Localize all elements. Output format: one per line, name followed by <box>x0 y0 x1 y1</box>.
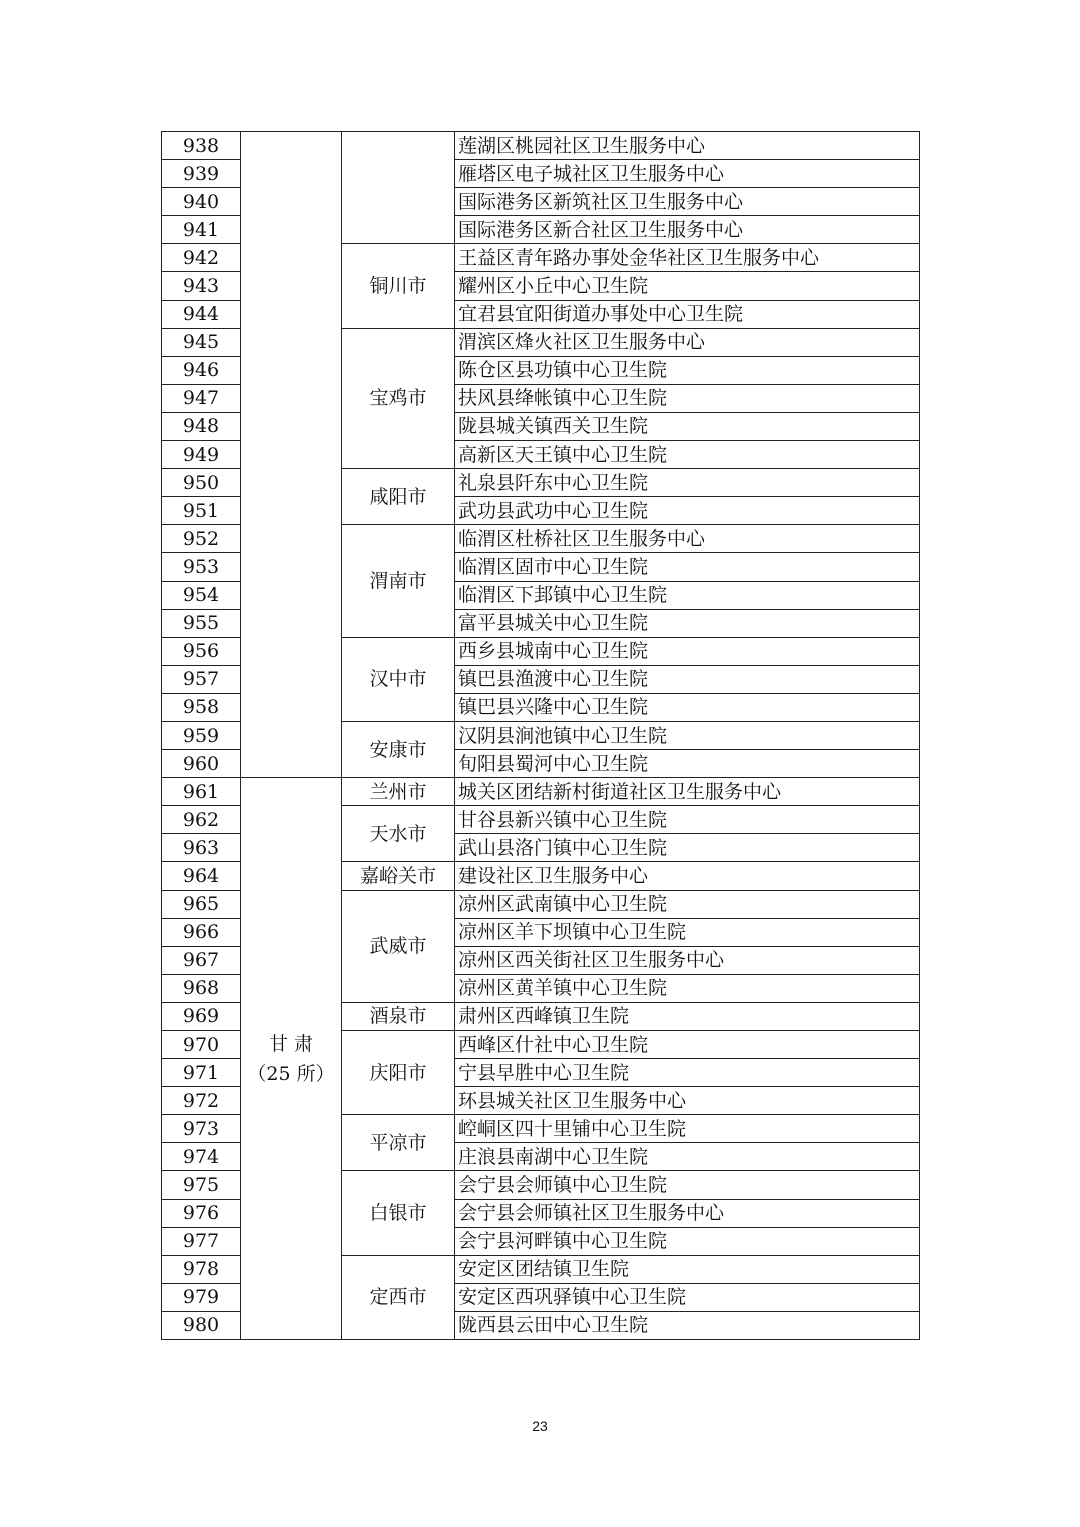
institution-name: 镇巴县兴隆中心卫生院 <box>455 693 920 721</box>
row-number: 960 <box>162 750 241 778</box>
row-number: 939 <box>162 160 241 188</box>
institution-name: 临渭区杜桥社区卫生服务中心 <box>455 525 920 553</box>
row-number: 942 <box>162 244 241 272</box>
row-number: 977 <box>162 1227 241 1255</box>
city-cell: 咸阳市 <box>342 469 455 525</box>
row-number: 972 <box>162 1087 241 1115</box>
row-number: 959 <box>162 721 241 749</box>
row-number: 967 <box>162 946 241 974</box>
institution-name: 庄浪县南湖中心卫生院 <box>455 1143 920 1171</box>
row-number: 954 <box>162 581 241 609</box>
row-number: 950 <box>162 469 241 497</box>
institution-name: 会宁县会师镇中心卫生院 <box>455 1171 920 1199</box>
institution-name: 莲湖区桃园社区卫生服务中心 <box>455 132 920 160</box>
row-number: 970 <box>162 1031 241 1059</box>
row-number: 963 <box>162 834 241 862</box>
province-name: 甘 肃 <box>268 1032 314 1055</box>
city-cell: 兰州市 <box>342 778 455 806</box>
row-number: 965 <box>162 890 241 918</box>
institution-name: 武山县洛门镇中心卫生院 <box>455 834 920 862</box>
institution-table <box>161 131 920 1340</box>
institution-name: 西乡县城南中心卫生院 <box>455 637 920 665</box>
institution-name: 国际港务区新筑社区卫生服务中心 <box>455 188 920 216</box>
institution-name: 渭滨区烽火社区卫生服务中心 <box>455 328 920 356</box>
table-body <box>162 132 920 1340</box>
row-number: 962 <box>162 806 241 834</box>
institution-name: 武功县武功中心卫生院 <box>455 497 920 525</box>
row-number: 976 <box>162 1199 241 1227</box>
institution-name: 安定区西巩驿镇中心卫生院 <box>455 1283 920 1311</box>
institution-name: 环县城关社区卫生服务中心 <box>455 1087 920 1115</box>
row-number: 955 <box>162 609 241 637</box>
page-number: 23 <box>532 1418 548 1434</box>
city-cell: 武威市 <box>342 890 455 1002</box>
table-row <box>162 778 920 806</box>
institution-name: 高新区天王镇中心卫生院 <box>455 441 920 469</box>
row-number: 948 <box>162 412 241 440</box>
institution-name: 甘谷县新兴镇中心卫生院 <box>455 806 920 834</box>
province-cell <box>241 132 342 778</box>
row-number: 969 <box>162 1002 241 1030</box>
row-number: 938 <box>162 132 241 160</box>
row-number: 951 <box>162 497 241 525</box>
province-cell <box>241 778 342 1340</box>
institution-name: 旬阳县蜀河中心卫生院 <box>455 750 920 778</box>
city-cell: 宝鸡市 <box>342 328 455 468</box>
city-cell: 汉中市 <box>342 637 455 721</box>
row-number: 952 <box>162 525 241 553</box>
row-number: 945 <box>162 328 241 356</box>
institution-name: 凉州区武南镇中心卫生院 <box>455 890 920 918</box>
row-number: 968 <box>162 974 241 1002</box>
institution-name: 肃州区西峰镇卫生院 <box>455 1002 920 1030</box>
institution-name: 宁县早胜中心卫生院 <box>455 1059 920 1087</box>
institution-name: 陇县城关镇西关卫生院 <box>455 412 920 440</box>
city-cell: 铜川市 <box>342 244 455 328</box>
row-number: 949 <box>162 441 241 469</box>
institution-name: 西峰区什社中心卫生院 <box>455 1031 920 1059</box>
institution-name: 宜君县宜阳街道办事处中心卫生院 <box>455 300 920 328</box>
row-number: 940 <box>162 188 241 216</box>
row-number: 961 <box>162 778 241 806</box>
city-cell <box>342 132 455 244</box>
row-number: 979 <box>162 1283 241 1311</box>
institution-name: 陇西县云田中心卫生院 <box>455 1311 920 1339</box>
row-number: 958 <box>162 693 241 721</box>
institution-name: 会宁县河畔镇中心卫生院 <box>455 1227 920 1255</box>
institution-name: 会宁县会师镇社区卫生服务中心 <box>455 1199 920 1227</box>
institution-name: 临渭区固市中心卫生院 <box>455 553 920 581</box>
institution-name: 凉州区羊下坝镇中心卫生院 <box>455 918 920 946</box>
institution-name: 扶风县绛帐镇中心卫生院 <box>455 384 920 412</box>
row-number: 978 <box>162 1255 241 1283</box>
row-number: 966 <box>162 918 241 946</box>
institution-name: 富平县城关中心卫生院 <box>455 609 920 637</box>
institution-name: 凉州区西关街社区卫生服务中心 <box>455 946 920 974</box>
row-number: 944 <box>162 300 241 328</box>
row-number: 946 <box>162 356 241 384</box>
city-cell: 酒泉市 <box>342 1002 455 1030</box>
city-cell: 平凉市 <box>342 1115 455 1171</box>
row-number: 941 <box>162 216 241 244</box>
row-number: 964 <box>162 862 241 890</box>
institution-name: 礼泉县阡东中心卫生院 <box>455 469 920 497</box>
row-number: 956 <box>162 637 241 665</box>
institution-name: 城关区团结新村街道社区卫生服务中心 <box>455 778 920 806</box>
row-number: 953 <box>162 553 241 581</box>
table-row <box>162 132 920 160</box>
row-number: 947 <box>162 384 241 412</box>
province-count: （25 所） <box>247 1062 335 1085</box>
institution-name: 崆峒区四十里铺中心卫生院 <box>455 1115 920 1143</box>
institution-name: 陈仓区县功镇中心卫生院 <box>455 356 920 384</box>
city-cell: 嘉峪关市 <box>342 862 455 890</box>
institution-name: 汉阴县涧池镇中心卫生院 <box>455 721 920 749</box>
institution-name: 凉州区黄羊镇中心卫生院 <box>455 974 920 1002</box>
row-number: 975 <box>162 1171 241 1199</box>
institution-name: 临渭区下邽镇中心卫生院 <box>455 581 920 609</box>
city-cell: 安康市 <box>342 721 455 777</box>
institution-name: 王益区青年路办事处金华社区卫生服务中心 <box>455 244 920 272</box>
city-cell: 天水市 <box>342 806 455 862</box>
row-number: 971 <box>162 1059 241 1087</box>
city-cell: 定西市 <box>342 1255 455 1339</box>
institution-name: 国际港务区新合社区卫生服务中心 <box>455 216 920 244</box>
institution-name: 建设社区卫生服务中心 <box>455 862 920 890</box>
row-number: 957 <box>162 665 241 693</box>
institution-name: 雁塔区电子城社区卫生服务中心 <box>455 160 920 188</box>
city-cell: 渭南市 <box>342 525 455 637</box>
city-cell: 庆阳市 <box>342 1031 455 1115</box>
institution-name: 安定区团结镇卫生院 <box>455 1255 920 1283</box>
row-number: 973 <box>162 1115 241 1143</box>
institution-name: 耀州区小丘中心卫生院 <box>455 272 920 300</box>
row-number: 980 <box>162 1311 241 1339</box>
row-number: 943 <box>162 272 241 300</box>
institution-name: 镇巴县渔渡中心卫生院 <box>455 665 920 693</box>
city-cell: 白银市 <box>342 1171 455 1255</box>
row-number: 974 <box>162 1143 241 1171</box>
